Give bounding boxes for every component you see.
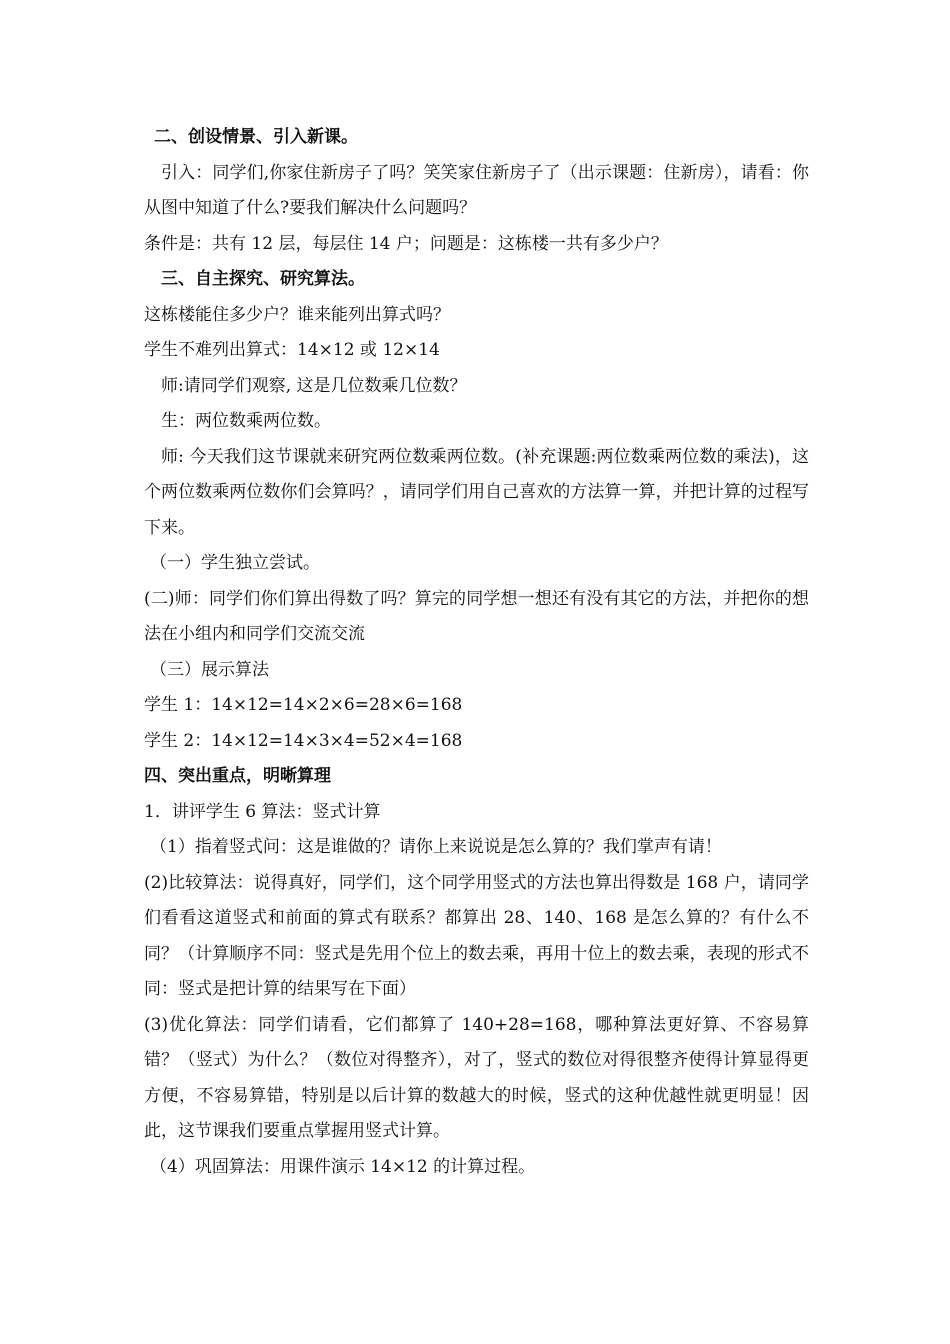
- paragraph-item-2: (2)比较算法：说得真好，同学们，这个同学用竖式的方法也算出得数是 168 户，请同学们看看这道竖式和前面的算式有联系？都算出 28、140、168 是怎么算的？有什么不同？（计算顺序不同：竖式是先用个位上的数去乘，再用十位上的数去乘，表现的形式不同：竖式是把计算的结果写在下面）: [144, 872, 809, 999]
- paragraph-item-4: （4）巩固算法：用课件演示 14×12 的计算过程。: [150, 1156, 536, 1177]
- paragraph-item-1: （1）指着竖式问：这是谁做的？请你上来说说是怎么算的？我们掌声有请！: [150, 837, 722, 857]
- document-body: [144, 120, 809, 1185]
- section-heading-4: 四、突出重点，明晰算理: [144, 766, 331, 786]
- paragraph-formula: 学生不难列出算式：14×12 或 12×14: [144, 340, 440, 360]
- paragraph-teacher-ask: 师:请同学们观察, 这是几位数乘几位数？: [161, 375, 467, 396]
- section-heading-3: 三、自主探究、研究算法。: [161, 269, 365, 289]
- paragraph-step-3: （三）展示算法: [150, 659, 269, 680]
- paragraph-step-1: （一）学生独立尝试。: [150, 553, 320, 573]
- section-heading-2: 二、创设情景、引入新课。: [154, 127, 358, 147]
- paragraph-question: 这栋楼能住多少户？谁来能列出算式吗？: [144, 304, 450, 325]
- paragraph-teacher-topic: 师: 今天我们这节课就来研究两位数乘两位数。(补充课题:两位数乘两位数的乘法)，这个两位数乘两位数你们会算吗？，请同学们用自己喜欢的方法算一算，并把计算的过程写下来。: [144, 446, 809, 538]
- paragraph-student-answer: 生：两位数乘两位数。: [161, 411, 331, 431]
- paragraph-review: 1．讲评学生 6 算法：竖式计算: [144, 801, 381, 822]
- paragraph-conditions: 条件是：共有 12 层，每层住 14 户；问题是：这栋楼一共有多少户？: [144, 233, 668, 254]
- paragraph-student-2: 学生 2：14×12=14×3×4=52×4=168: [144, 730, 463, 751]
- paragraph-intro: 引入：同学们,你家住新房子了吗？笑笑家住新房子了（出示课题：住新房），请看：你从图中知道了什么?要我们解决什么问题吗？: [144, 162, 809, 218]
- paragraph-student-1: 学生 1：14×12=14×2×6=28×6=168: [144, 695, 463, 715]
- paragraph-step-2: (二)师：同学们你们算出得数了吗？算完的同学想一想还有没有其它的方法，并把你的想法在小组内和同学们交流交流: [144, 588, 809, 644]
- paragraph-item-3: (3)优化算法：同学们请看，它们都算了 140+28=168，哪种算法更好算、不容易算错？（竖式）为什么？（数位对得整齐），对了，竖式的数位对得很整齐使得计算显得更方便，不容易算错，特别是以后计算的数越大的时候，竖式的这种优越性就更明显！因此，这节课我们要重点掌握用竖式计算。: [144, 1014, 809, 1141]
